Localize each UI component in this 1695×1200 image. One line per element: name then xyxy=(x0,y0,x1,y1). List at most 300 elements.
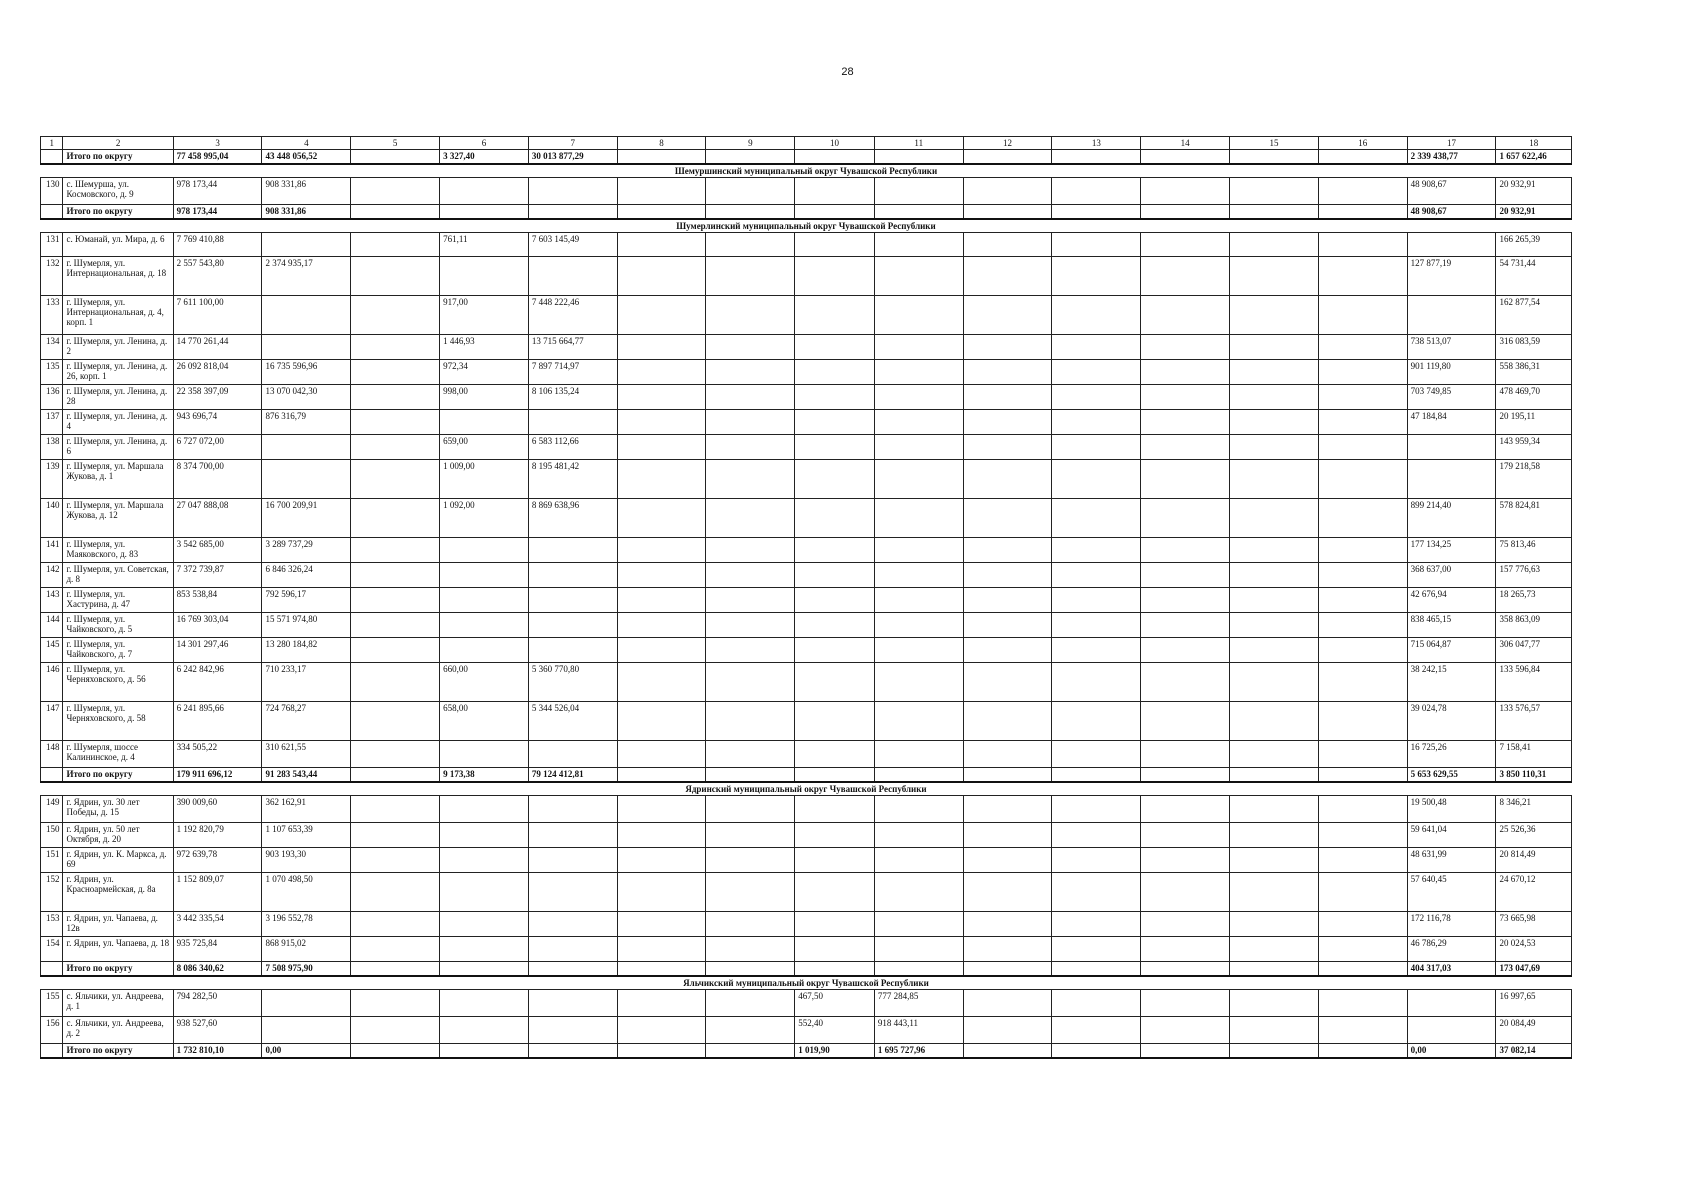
value-cell: 43 448 056,52 xyxy=(262,150,351,165)
value-cell: 777 284,85 xyxy=(874,990,963,1017)
value-cell xyxy=(1141,257,1230,296)
value-cell: 0,00 xyxy=(262,1044,351,1059)
value-cell xyxy=(874,962,963,977)
value-cell xyxy=(963,499,1052,538)
column-number: 7 xyxy=(528,137,617,150)
row-index: 134 xyxy=(41,335,63,360)
value-cell xyxy=(617,335,706,360)
address-cell: г. Шумерля, ул. Ленина, д. 26, корп. 1 xyxy=(63,360,173,385)
value-cell: 3 850 110,31 xyxy=(1496,768,1572,783)
address-cell: г. Ядрин, ул. Чапаева, д. 12в xyxy=(63,912,173,937)
value-cell xyxy=(963,638,1052,663)
value-cell: 37 082,14 xyxy=(1496,1044,1572,1059)
value-cell: 25 526,36 xyxy=(1496,823,1572,848)
district-group-row xyxy=(41,219,1572,233)
row-index: 151 xyxy=(41,848,63,873)
value-cell xyxy=(528,538,617,563)
table-row xyxy=(41,233,1572,257)
value-cell: 390 009,60 xyxy=(173,796,262,823)
total-label: Итого по округу xyxy=(63,1044,173,1059)
value-cell xyxy=(963,296,1052,335)
row-index: 131 xyxy=(41,233,63,257)
value-cell xyxy=(1052,233,1141,257)
value-cell xyxy=(706,962,795,977)
value-cell xyxy=(963,848,1052,873)
value-cell xyxy=(706,296,795,335)
row-index: 138 xyxy=(41,435,63,460)
value-cell: 838 465,15 xyxy=(1407,613,1496,638)
table-row xyxy=(41,823,1572,848)
value-cell xyxy=(706,912,795,937)
row-index: 155 xyxy=(41,990,63,1017)
value-cell: 73 665,98 xyxy=(1496,912,1572,937)
value-cell: 1 657 622,46 xyxy=(1496,150,1572,165)
value-cell: 316 083,59 xyxy=(1496,335,1572,360)
district-group-row xyxy=(41,164,1572,178)
value-cell xyxy=(795,460,875,499)
district-group-row xyxy=(41,976,1572,990)
value-cell xyxy=(528,410,617,435)
value-cell: 8 346,21 xyxy=(1496,796,1572,823)
value-cell xyxy=(1052,150,1141,165)
value-cell xyxy=(1230,702,1319,741)
value-cell xyxy=(1318,741,1407,768)
value-cell xyxy=(963,385,1052,410)
value-cell xyxy=(1230,1017,1319,1044)
address-cell: г. Шумерля, ул. Интернациональная, д. 18 xyxy=(63,257,173,296)
row-index: 156 xyxy=(41,1017,63,1044)
value-cell xyxy=(1318,296,1407,335)
total-label: Итого по округу xyxy=(63,768,173,783)
value-cell: 2 374 935,17 xyxy=(262,257,351,296)
value-cell: 7 611 100,00 xyxy=(173,296,262,335)
value-cell xyxy=(528,962,617,977)
value-cell xyxy=(617,588,706,613)
row-index: 153 xyxy=(41,912,63,937)
value-cell xyxy=(440,563,529,588)
value-cell xyxy=(1318,410,1407,435)
value-cell xyxy=(1318,990,1407,1017)
value-cell xyxy=(262,435,351,460)
row-index: 143 xyxy=(41,588,63,613)
table-row xyxy=(41,638,1572,663)
value-cell: 7 158,41 xyxy=(1496,741,1572,768)
value-cell xyxy=(1230,741,1319,768)
value-cell: 362 162,91 xyxy=(262,796,351,823)
value-cell xyxy=(1318,563,1407,588)
value-cell xyxy=(1318,360,1407,385)
value-cell xyxy=(795,768,875,783)
row-index: 136 xyxy=(41,385,63,410)
value-cell xyxy=(1230,499,1319,538)
value-cell xyxy=(795,205,875,220)
value-cell: 77 458 995,04 xyxy=(173,150,262,165)
value-cell xyxy=(1230,150,1319,165)
row-index xyxy=(41,205,63,220)
value-cell: 658,00 xyxy=(440,702,529,741)
value-cell: 853 538,84 xyxy=(173,588,262,613)
value-cell xyxy=(262,1017,351,1044)
value-cell xyxy=(528,741,617,768)
value-cell xyxy=(1230,233,1319,257)
value-cell: 5 653 629,55 xyxy=(1407,768,1496,783)
value-cell: 715 064,87 xyxy=(1407,638,1496,663)
value-cell: 972,34 xyxy=(440,360,529,385)
value-cell xyxy=(795,499,875,538)
value-cell xyxy=(874,912,963,937)
value-cell xyxy=(1230,296,1319,335)
value-cell xyxy=(706,460,795,499)
table-row xyxy=(41,435,1572,460)
value-cell: 57 640,45 xyxy=(1407,873,1496,912)
value-cell: 42 676,94 xyxy=(1407,588,1496,613)
value-cell xyxy=(874,848,963,873)
value-cell xyxy=(1318,962,1407,977)
value-cell xyxy=(1052,460,1141,499)
column-number: 10 xyxy=(795,137,875,150)
value-cell xyxy=(1052,538,1141,563)
value-cell: 16 725,26 xyxy=(1407,741,1496,768)
value-cell xyxy=(874,823,963,848)
page-number: 28 xyxy=(841,66,854,78)
row-index: 142 xyxy=(41,563,63,588)
value-cell xyxy=(795,937,875,962)
value-cell xyxy=(262,460,351,499)
value-cell xyxy=(1141,796,1230,823)
value-cell xyxy=(617,563,706,588)
value-cell xyxy=(706,233,795,257)
value-cell xyxy=(706,499,795,538)
row-index xyxy=(41,150,63,165)
column-number: 13 xyxy=(1052,137,1141,150)
value-cell: 1 152 809,07 xyxy=(173,873,262,912)
value-cell: 306 047,77 xyxy=(1496,638,1572,663)
value-cell xyxy=(617,638,706,663)
column-number: 12 xyxy=(963,137,1052,150)
value-cell xyxy=(440,1017,529,1044)
value-cell xyxy=(617,1044,706,1059)
value-cell: 18 265,73 xyxy=(1496,588,1572,613)
value-cell xyxy=(351,588,440,613)
table-row xyxy=(41,360,1572,385)
value-cell xyxy=(874,150,963,165)
value-cell: 8 106 135,24 xyxy=(528,385,617,410)
value-cell: 792 596,17 xyxy=(262,588,351,613)
value-cell xyxy=(963,150,1052,165)
value-cell xyxy=(617,205,706,220)
value-cell xyxy=(617,848,706,873)
value-cell xyxy=(1318,335,1407,360)
value-cell xyxy=(1052,335,1141,360)
value-cell xyxy=(1230,178,1319,205)
value-cell xyxy=(1230,588,1319,613)
value-cell xyxy=(1052,937,1141,962)
value-cell xyxy=(963,663,1052,702)
address-cell: с. Яльчики, ул. Андреева, д. 2 xyxy=(63,1017,173,1044)
value-cell xyxy=(1052,205,1141,220)
value-cell xyxy=(874,702,963,741)
value-cell xyxy=(1141,563,1230,588)
value-cell: 6 241 895,66 xyxy=(173,702,262,741)
value-cell: 908 331,86 xyxy=(262,178,351,205)
table-row xyxy=(41,702,1572,741)
value-cell: 20 024,53 xyxy=(1496,937,1572,962)
value-cell xyxy=(528,873,617,912)
value-cell xyxy=(528,178,617,205)
value-cell: 133 576,57 xyxy=(1496,702,1572,741)
value-cell xyxy=(617,937,706,962)
address-cell: г. Шумерля, ул. Интернациональная, д. 4, корп. 1 xyxy=(63,296,173,335)
value-cell xyxy=(963,335,1052,360)
row-index: 139 xyxy=(41,460,63,499)
value-cell xyxy=(1230,460,1319,499)
value-cell xyxy=(1318,937,1407,962)
value-cell: 3 289 737,29 xyxy=(262,538,351,563)
value-cell xyxy=(1141,937,1230,962)
value-cell: 166 265,39 xyxy=(1496,233,1572,257)
value-cell xyxy=(795,962,875,977)
row-index: 147 xyxy=(41,702,63,741)
value-cell xyxy=(1318,1044,1407,1059)
value-cell xyxy=(440,538,529,563)
value-cell: 578 824,81 xyxy=(1496,499,1572,538)
value-cell xyxy=(874,360,963,385)
district-group-row xyxy=(41,782,1572,796)
value-cell xyxy=(1141,1017,1230,1044)
address-cell: с. Шемурша, ул. Космовского, д. 9 xyxy=(63,178,173,205)
district-title: Яльчикский муниципальный округ Чувашской Республики xyxy=(41,976,1572,990)
value-cell xyxy=(706,257,795,296)
value-cell xyxy=(528,912,617,937)
district-title: Ядринский муниципальный округ Чувашской Республики xyxy=(41,782,1572,796)
column-number: 14 xyxy=(1141,137,1230,150)
value-cell xyxy=(617,823,706,848)
table-row xyxy=(41,848,1572,873)
value-cell xyxy=(1141,205,1230,220)
value-cell xyxy=(528,638,617,663)
value-cell xyxy=(1141,360,1230,385)
value-cell: 179 218,58 xyxy=(1496,460,1572,499)
value-cell xyxy=(351,937,440,962)
value-cell: 26 092 818,04 xyxy=(173,360,262,385)
value-cell: 91 283 543,44 xyxy=(262,768,351,783)
district-total-row xyxy=(41,150,1572,165)
value-cell xyxy=(706,663,795,702)
row-index: 145 xyxy=(41,638,63,663)
value-cell xyxy=(351,360,440,385)
value-cell: 660,00 xyxy=(440,663,529,702)
value-cell xyxy=(1052,873,1141,912)
value-cell xyxy=(1141,588,1230,613)
value-cell xyxy=(1052,1044,1141,1059)
value-cell xyxy=(795,823,875,848)
value-cell xyxy=(1052,796,1141,823)
value-cell: 16 700 209,91 xyxy=(262,499,351,538)
value-cell xyxy=(874,588,963,613)
value-cell: 978 173,44 xyxy=(173,205,262,220)
value-cell xyxy=(963,435,1052,460)
value-cell xyxy=(1318,613,1407,638)
value-cell: 13 280 184,82 xyxy=(262,638,351,663)
value-cell: 177 134,25 xyxy=(1407,538,1496,563)
table-row xyxy=(41,741,1572,768)
value-cell xyxy=(1230,435,1319,460)
value-cell xyxy=(963,538,1052,563)
value-cell xyxy=(1318,435,1407,460)
value-cell: 46 786,29 xyxy=(1407,937,1496,962)
row-index xyxy=(41,962,63,977)
value-cell xyxy=(1318,848,1407,873)
value-cell xyxy=(262,296,351,335)
value-cell xyxy=(963,563,1052,588)
value-cell xyxy=(440,638,529,663)
value-cell xyxy=(1052,768,1141,783)
value-cell xyxy=(1141,823,1230,848)
value-cell xyxy=(528,937,617,962)
value-cell xyxy=(706,435,795,460)
value-cell: 876 316,79 xyxy=(262,410,351,435)
value-cell: 1 070 498,50 xyxy=(262,873,351,912)
value-cell xyxy=(1318,638,1407,663)
value-cell xyxy=(351,296,440,335)
value-cell xyxy=(874,768,963,783)
value-cell xyxy=(528,848,617,873)
value-cell xyxy=(795,741,875,768)
value-cell xyxy=(617,1017,706,1044)
value-cell xyxy=(1141,848,1230,873)
value-cell: 917,00 xyxy=(440,296,529,335)
value-cell xyxy=(1052,563,1141,588)
value-cell: 2 339 438,77 xyxy=(1407,150,1496,165)
value-cell: 6 242 842,96 xyxy=(173,663,262,702)
value-cell: 9 173,38 xyxy=(440,768,529,783)
value-cell xyxy=(874,796,963,823)
value-cell xyxy=(706,873,795,912)
address-cell: г. Шумерля, ул. Маршала Жукова, д. 12 xyxy=(63,499,173,538)
value-cell xyxy=(1318,702,1407,741)
value-cell xyxy=(706,823,795,848)
value-cell xyxy=(795,563,875,588)
value-cell xyxy=(1318,588,1407,613)
value-cell: 27 047 888,08 xyxy=(173,499,262,538)
value-cell: 157 776,63 xyxy=(1496,563,1572,588)
value-cell xyxy=(617,990,706,1017)
value-cell: 467,50 xyxy=(795,990,875,1017)
value-cell: 938 527,60 xyxy=(173,1017,262,1044)
value-cell xyxy=(1052,962,1141,977)
value-cell: 943 696,74 xyxy=(173,410,262,435)
value-cell: 20 195,11 xyxy=(1496,410,1572,435)
value-cell: 20 932,91 xyxy=(1496,205,1572,220)
value-cell: 478 469,70 xyxy=(1496,385,1572,410)
value-cell: 724 768,27 xyxy=(262,702,351,741)
value-cell xyxy=(795,796,875,823)
value-cell xyxy=(617,613,706,638)
value-cell xyxy=(1141,741,1230,768)
value-cell: 1 446,93 xyxy=(440,335,529,360)
value-cell: 1 732 810,10 xyxy=(173,1044,262,1059)
value-cell xyxy=(1141,873,1230,912)
value-cell: 24 670,12 xyxy=(1496,873,1572,912)
value-cell xyxy=(874,741,963,768)
column-number: 2 xyxy=(63,137,173,150)
value-cell xyxy=(874,937,963,962)
value-cell: 703 749,85 xyxy=(1407,385,1496,410)
value-cell: 16 735 596,96 xyxy=(262,360,351,385)
value-cell xyxy=(1052,741,1141,768)
value-cell xyxy=(1052,848,1141,873)
value-cell: 908 331,86 xyxy=(262,205,351,220)
table-row xyxy=(41,613,1572,638)
value-cell xyxy=(706,796,795,823)
value-cell xyxy=(1052,638,1141,663)
table-row xyxy=(41,873,1572,912)
value-cell: 22 358 397,09 xyxy=(173,385,262,410)
district-total-row xyxy=(41,1044,1572,1059)
value-cell xyxy=(963,873,1052,912)
value-cell: 659,00 xyxy=(440,435,529,460)
value-cell xyxy=(963,233,1052,257)
value-cell xyxy=(1141,538,1230,563)
value-cell xyxy=(963,178,1052,205)
value-cell xyxy=(351,257,440,296)
value-cell xyxy=(706,150,795,165)
value-cell xyxy=(795,385,875,410)
value-cell xyxy=(706,613,795,638)
value-cell: 7 372 739,87 xyxy=(173,563,262,588)
value-cell xyxy=(1318,233,1407,257)
value-cell: 368 637,00 xyxy=(1407,563,1496,588)
table-row xyxy=(41,385,1572,410)
value-cell: 48 631,99 xyxy=(1407,848,1496,873)
table-row xyxy=(41,410,1572,435)
table-row xyxy=(41,990,1572,1017)
value-cell: 899 214,40 xyxy=(1407,499,1496,538)
value-cell xyxy=(706,563,795,588)
table-row xyxy=(41,257,1572,296)
value-cell xyxy=(351,912,440,937)
value-cell xyxy=(795,848,875,873)
value-cell xyxy=(1407,990,1496,1017)
value-cell xyxy=(1141,912,1230,937)
value-cell xyxy=(874,335,963,360)
value-cell: 14 301 297,46 xyxy=(173,638,262,663)
value-cell xyxy=(1230,663,1319,702)
value-cell: 5 360 770,80 xyxy=(528,663,617,702)
value-cell: 8 195 481,42 xyxy=(528,460,617,499)
value-cell xyxy=(440,962,529,977)
value-cell xyxy=(528,205,617,220)
value-cell xyxy=(1230,410,1319,435)
value-cell xyxy=(963,588,1052,613)
address-cell: г. Ядрин, ул. 30 лет Победы, д. 15 xyxy=(63,796,173,823)
value-cell xyxy=(1318,1017,1407,1044)
value-cell xyxy=(1318,205,1407,220)
value-cell xyxy=(1230,796,1319,823)
value-cell xyxy=(963,1044,1052,1059)
value-cell: 79 124 412,81 xyxy=(528,768,617,783)
value-cell xyxy=(1141,499,1230,538)
value-cell xyxy=(617,233,706,257)
address-cell: г. Шумерля, ул. Хастурина, д. 47 xyxy=(63,588,173,613)
value-cell xyxy=(1052,663,1141,702)
value-cell xyxy=(1230,385,1319,410)
value-cell: 16 997,65 xyxy=(1496,990,1572,1017)
district-total-row xyxy=(41,768,1572,783)
value-cell xyxy=(1052,257,1141,296)
value-cell xyxy=(1141,990,1230,1017)
value-cell: 7 508 975,90 xyxy=(262,962,351,977)
